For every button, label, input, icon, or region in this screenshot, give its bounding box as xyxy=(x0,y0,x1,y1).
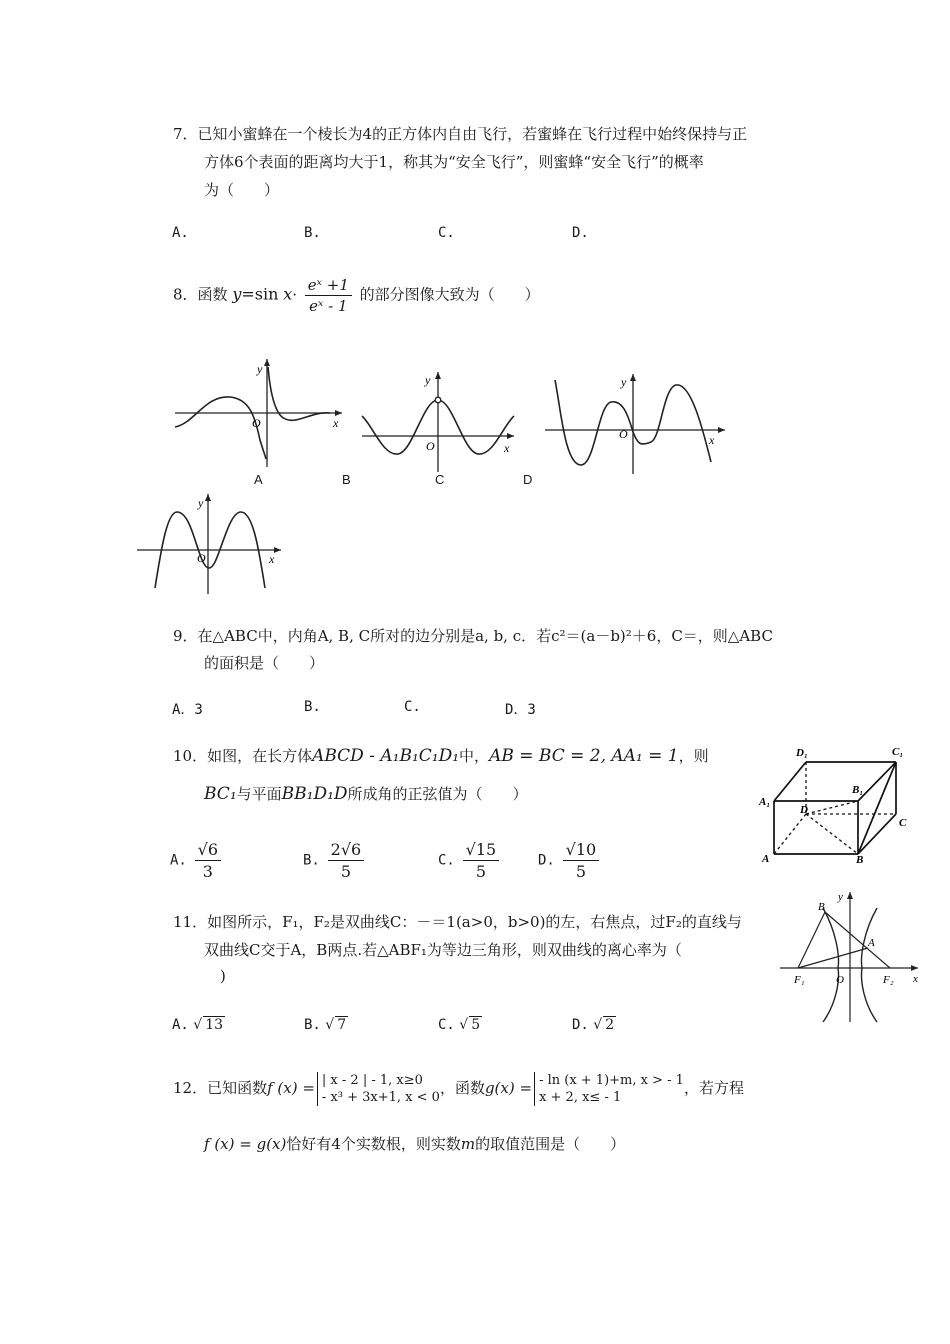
q12-f-name: f (x) = xyxy=(267,1079,315,1097)
q9-option-b: B. xyxy=(304,699,321,715)
q10-option-b xyxy=(303,840,367,881)
q10-option-d-num: √10 xyxy=(563,840,600,861)
q9-line1: 9．在△ABC中，内角A, B, C所对的边分别是a, b, c．若c²＝(a－b)²＋6，C＝，则△ABC xyxy=(173,627,773,645)
q8-stem xyxy=(173,276,540,315)
q11-option-d-rad: 2 xyxy=(605,1017,615,1033)
hyperbola-label-f2: F₂ xyxy=(883,974,894,986)
graph-label-c: C xyxy=(435,472,445,487)
cuboid-label-d: D xyxy=(800,804,808,816)
q8-eq: =sin xyxy=(241,284,279,304)
q10-option-a-den: 3 xyxy=(202,862,213,881)
q11-option-a-label: A. xyxy=(172,1017,189,1033)
q8-suffix: 的部分图像大致为（ ） xyxy=(359,285,540,304)
q12-line2-mid: 恰好有4个实数根，则实数 xyxy=(286,1135,461,1153)
q10-option-d xyxy=(538,840,602,881)
q12-g-name: g(x) = xyxy=(484,1079,533,1097)
q8-graph-a xyxy=(170,355,345,470)
graph-label-d: D xyxy=(523,472,533,487)
q10-option-b-label: B. xyxy=(303,852,320,869)
q11-option-b: B. √ 7 xyxy=(304,1017,347,1033)
graph-a-y-label: y xyxy=(257,362,263,376)
q10-option-b-den: 5 xyxy=(340,862,352,881)
q8-x: x xyxy=(283,284,293,304)
q12-suffix: ，若方程 xyxy=(683,1079,744,1097)
q10-option-b-num: 2√6 xyxy=(328,840,365,861)
q11-option-a: A. √ 13 xyxy=(172,1017,224,1033)
q8-numerator: eˣ +1 xyxy=(305,276,352,296)
hyperbola-label-f1: F₁ xyxy=(794,974,805,986)
q10-cuboid-figure xyxy=(756,742,916,867)
q12-f-case1: | x - 2 | - 1, x≥0 xyxy=(321,1073,423,1088)
q8-graph-c xyxy=(543,370,728,475)
q10-option-c-num: √15 xyxy=(463,840,500,861)
q12-g-piecewise xyxy=(534,1072,684,1106)
q12-g-case2: x + 2, x≤ - 1 xyxy=(539,1090,622,1105)
q11-line3: ) xyxy=(220,967,226,985)
q12-line2-suffix: 的取值范围是（ ） xyxy=(475,1135,626,1153)
q12-mid: ，函数 xyxy=(439,1079,485,1097)
q12-line2-math: f (x) = g(x) xyxy=(204,1135,287,1153)
q10-line1-prefix: 10．如图，在长方体 xyxy=(173,747,313,765)
q12-line2 xyxy=(204,1133,625,1154)
q10-line1-math2: AB = BC = 2, AA₁ = 1 xyxy=(489,746,679,766)
graph-label-b: B xyxy=(342,472,351,487)
q10-option-a xyxy=(170,840,224,881)
q10-line2-mid: 与平面 xyxy=(236,785,282,803)
q7-line1: 7．已知小蜜蜂在一个棱长为4的正方体内自由飞行，若蜜蜂在飞行过程中始终保持与正 xyxy=(173,125,748,143)
q11-option-c-label: C. xyxy=(438,1017,455,1033)
q10-line1-suffix: ，则 xyxy=(678,747,709,765)
q12-line1 xyxy=(173,1072,744,1106)
q12-line2-m: m xyxy=(460,1135,476,1153)
q10-option-c-label: C. xyxy=(438,852,455,869)
cuboid-label-d1: D₁ xyxy=(796,747,808,759)
q8-graph-d xyxy=(135,490,285,595)
q10-option-a-num: √6 xyxy=(195,840,221,861)
q10-option-c-den: 5 xyxy=(475,862,487,881)
q10-option-b-frac xyxy=(328,840,365,881)
graph-a-curve-right xyxy=(268,367,330,420)
cuboid-label-b1: B₁ xyxy=(852,784,864,796)
q11-line1: 11．如图所示，F₁，F₂是双曲线C：－＝1(a>0，b>0)的左，右焦点，过F₂的直线与 xyxy=(173,913,742,931)
hyperbola-label-o: O xyxy=(836,974,844,986)
q10-option-d-den: 5 xyxy=(575,862,587,881)
q9-option-d: D．3 xyxy=(505,702,536,718)
q11-line2: 双曲线C交于A，B两点.若△ABF₁为等边三角形，则双曲线的离心率为（ xyxy=(204,941,682,959)
cuboid-label-c1: C₁ xyxy=(892,746,904,758)
q11-option-d-label: D. xyxy=(572,1017,589,1033)
q11-option-b-rad: 7 xyxy=(337,1017,347,1033)
graph-b-x-label: x xyxy=(504,441,510,455)
q8-fraction xyxy=(305,276,352,315)
cuboid-label-c: C xyxy=(899,817,907,829)
q10-option-a-label: A. xyxy=(170,852,187,869)
q12-prefix: 12．已知函数 xyxy=(173,1079,268,1097)
q7-line3: 为（ ） xyxy=(204,181,280,199)
q11-option-b-label: B. xyxy=(304,1017,321,1033)
q11-hyperbola-figure xyxy=(778,886,926,1024)
graph-c-origin: O xyxy=(619,427,628,441)
q10-option-d-frac xyxy=(563,840,600,881)
q8-y: y xyxy=(232,284,242,304)
q11-option-c-rad: 5 xyxy=(471,1017,481,1033)
q11-option-d: D. √ 2 xyxy=(572,1017,615,1033)
q8-prefix: 8．函数 xyxy=(173,285,228,304)
q10-line1-math: ABCD - A₁B₁C₁D₁ xyxy=(312,746,460,766)
q11-option-a-rad: 13 xyxy=(205,1017,224,1033)
graph-a-x-label: x xyxy=(333,416,339,430)
q10-option-c-frac xyxy=(463,840,500,881)
q7-option-a: A. xyxy=(172,225,189,241)
graph-d-origin: O xyxy=(197,551,206,565)
q7-option-c: C. xyxy=(438,225,455,241)
q12-f-case2: - x³ + 3x+1, x < 0 xyxy=(321,1090,440,1105)
hyperbola-label-y: y xyxy=(838,891,843,903)
graph-d-y-label: y xyxy=(198,496,204,510)
hyperbola-label-b: B xyxy=(818,901,825,913)
graph-c-y-label: y xyxy=(621,375,627,389)
q10-line1-mid: 中， xyxy=(459,747,490,765)
graph-b-y-label: y xyxy=(425,373,431,387)
q10-option-a-frac xyxy=(195,840,221,881)
hyperbola-right-branch xyxy=(862,908,877,1022)
graph-c-x-label: x xyxy=(709,433,715,447)
q9-option-c: C. xyxy=(404,699,421,715)
q8-dot: · xyxy=(292,285,298,304)
q7-option-b: B. xyxy=(304,225,321,241)
q10-option-d-label: D. xyxy=(538,852,555,869)
graph-d-x-label: x xyxy=(269,552,275,566)
hyperbola-label-a: A xyxy=(868,937,875,949)
graph-b-open-point xyxy=(435,397,441,403)
hyperbola-label-x: x xyxy=(913,973,918,985)
q8-graph-b xyxy=(358,368,518,473)
q9-option-a: A．3 xyxy=(172,702,203,718)
q7-line2: 方体6个表面的距离均大于1，称其为“安全飞行”，则蜜蜂“安全飞行”的概率 xyxy=(204,153,704,171)
q12-f-piecewise xyxy=(317,1072,440,1106)
cuboid-label-a1: A₁ xyxy=(759,796,771,808)
q8-denominator: eˣ - 1 xyxy=(309,297,348,315)
q7-option-d: D. xyxy=(572,225,589,241)
q10-line2-suffix: 所成角的正弦值为（ ） xyxy=(347,785,528,803)
q10-line1 xyxy=(173,745,709,766)
q12-g-case1: - ln (x + 1)+m, x > - 1 xyxy=(539,1073,684,1088)
cuboid-label-a: A xyxy=(762,853,770,865)
hyperbola-left-branch xyxy=(823,908,838,1022)
q10-line2-math: BC₁ xyxy=(204,784,237,804)
q9-line2: 的面积是（ ） xyxy=(204,654,325,672)
graph-a-origin: O xyxy=(252,416,261,430)
q10-option-c xyxy=(438,840,502,881)
graph-label-a: A xyxy=(254,472,263,487)
graph-b-origin: O xyxy=(426,439,435,453)
q10-line2-math2: BB₁D₁D xyxy=(281,784,348,804)
q11-option-c: C. √ 5 xyxy=(438,1017,481,1033)
cuboid-label-b: B xyxy=(856,854,864,866)
q10-line2 xyxy=(204,783,528,804)
